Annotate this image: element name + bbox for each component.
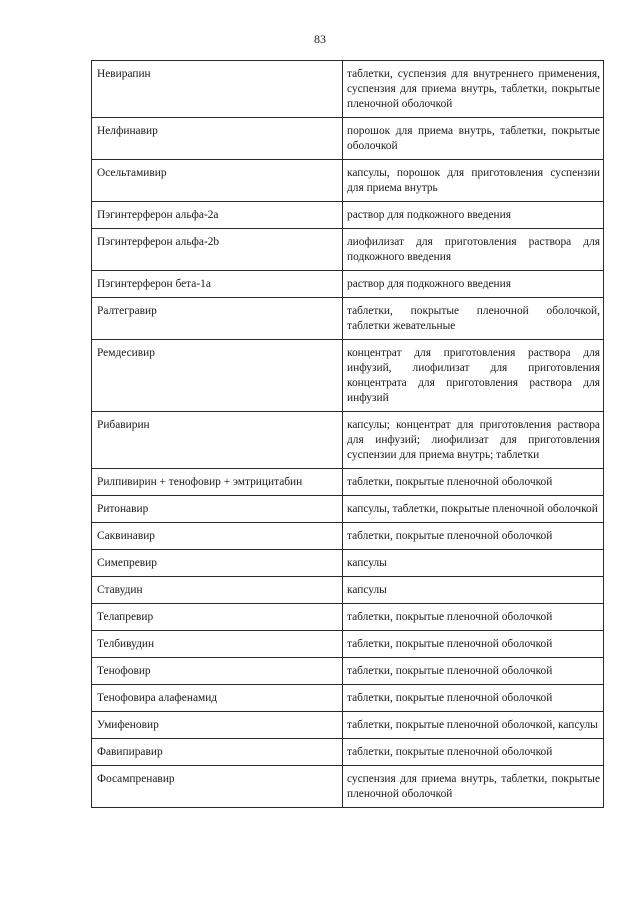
drug-name-cell: Рибавирин xyxy=(92,412,343,469)
table-row xyxy=(92,739,604,766)
dosage-form-cell: таблетки, покрытые пленочной оболочкой xyxy=(343,523,604,550)
dosage-form-cell: таблетки, покрытые пленочной оболочкой xyxy=(343,739,604,766)
drug-name-cell: Ритонавир xyxy=(92,496,343,523)
dosage-form-cell: лиофилизат для приготовления раствора для подкожного введения xyxy=(343,229,604,271)
table-row xyxy=(92,469,604,496)
dosage-form-cell: капсулы xyxy=(343,550,604,577)
dosage-form-cell: таблетки, покрытые пленочной оболочкой xyxy=(343,469,604,496)
table-row xyxy=(92,340,604,412)
table-row xyxy=(92,712,604,739)
dosage-form-cell: таблетки, суспензия для внутреннего применения, суспензия для приема внутрь, таблетки, покрытые пленочной оболочкой xyxy=(343,61,604,118)
page-number: 83 xyxy=(314,32,326,46)
dosage-form-cell: суспензия для приема внутрь, таблетки, покрытые пленочной оболочкой xyxy=(343,766,604,808)
table-row xyxy=(92,61,604,118)
drug-name-cell: Пэгинтерферон бета-1а xyxy=(92,271,343,298)
drug-name-cell: Умифеновир xyxy=(92,712,343,739)
table-row xyxy=(92,577,604,604)
table-row xyxy=(92,631,604,658)
dosage-form-cell: капсулы xyxy=(343,577,604,604)
dosage-form-cell: таблетки, покрытые пленочной оболочкой xyxy=(343,658,604,685)
drug-name-cell: Фосампренавир xyxy=(92,766,343,808)
table-row xyxy=(92,412,604,469)
table-row xyxy=(92,604,604,631)
dosage-form-cell: таблетки, покрытые пленочной оболочкой xyxy=(343,631,604,658)
table-row xyxy=(92,658,604,685)
table-row xyxy=(92,685,604,712)
drug-name-cell: Пэгинтерферон альфа-2b xyxy=(92,229,343,271)
drug-table xyxy=(91,60,604,808)
drug-name-cell: Телапревир xyxy=(92,604,343,631)
drug-name-cell: Нелфинавир xyxy=(92,118,343,160)
dosage-form-cell: концентрат для приготовления раствора для инфузий, лиофилизат для приготовления концентрата для приготовления раствора для инфузий xyxy=(343,340,604,412)
dosage-form-cell: таблетки, покрытые пленочной оболочкой xyxy=(343,685,604,712)
drug-name-cell: Симепревир xyxy=(92,550,343,577)
drug-name-cell: Невирапин xyxy=(92,61,343,118)
dosage-form-cell: порошок для приема внутрь, таблетки, покрытые оболочкой xyxy=(343,118,604,160)
table-row xyxy=(92,766,604,808)
drug-name-cell: Ремдесивир xyxy=(92,340,343,412)
drug-name-cell: Ставудин xyxy=(92,577,343,604)
drug-name-cell: Осельтамивир xyxy=(92,160,343,202)
dosage-form-cell: капсулы, таблетки, покрытые пленочной оболочкой xyxy=(343,496,604,523)
drug-name-cell: Тенофовир xyxy=(92,658,343,685)
table-row xyxy=(92,202,604,229)
table-row xyxy=(92,298,604,340)
table-row xyxy=(92,118,604,160)
dosage-form-cell: капсулы; концентрат для приготовления раствора для инфузий; лиофилизат для приготовления суспензии для приема внутрь; таблетки xyxy=(343,412,604,469)
table-row xyxy=(92,160,604,202)
table-row xyxy=(92,229,604,271)
drug-table-body xyxy=(92,61,604,808)
drug-name-cell: Фавипиравир xyxy=(92,739,343,766)
drug-name-cell: Пэгинтерферон альфа-2а xyxy=(92,202,343,229)
dosage-form-cell: раствор для подкожного введения xyxy=(343,202,604,229)
drug-name-cell: Тенофовира алафенамид xyxy=(92,685,343,712)
table-row xyxy=(92,496,604,523)
drug-name-cell: Ралтегравир xyxy=(92,298,343,340)
dosage-form-cell: таблетки, покрытые пленочной оболочкой xyxy=(343,604,604,631)
dosage-form-cell: капсулы, порошок для приготовления суспензии для приема внутрь xyxy=(343,160,604,202)
table-row xyxy=(92,271,604,298)
drug-name-cell: Рилпивирин + тенофовир + эмтрицитабин xyxy=(92,469,343,496)
dosage-form-cell: таблетки, покрытые пленочной оболочкой, капсулы xyxy=(343,712,604,739)
table-row xyxy=(92,550,604,577)
dosage-form-cell: раствор для подкожного введения xyxy=(343,271,604,298)
drug-name-cell: Телбивудин xyxy=(92,631,343,658)
table-row xyxy=(92,523,604,550)
drug-name-cell: Саквинавир xyxy=(92,523,343,550)
dosage-form-cell: таблетки, покрытые пленочной оболочкой, таблетки жевательные xyxy=(343,298,604,340)
